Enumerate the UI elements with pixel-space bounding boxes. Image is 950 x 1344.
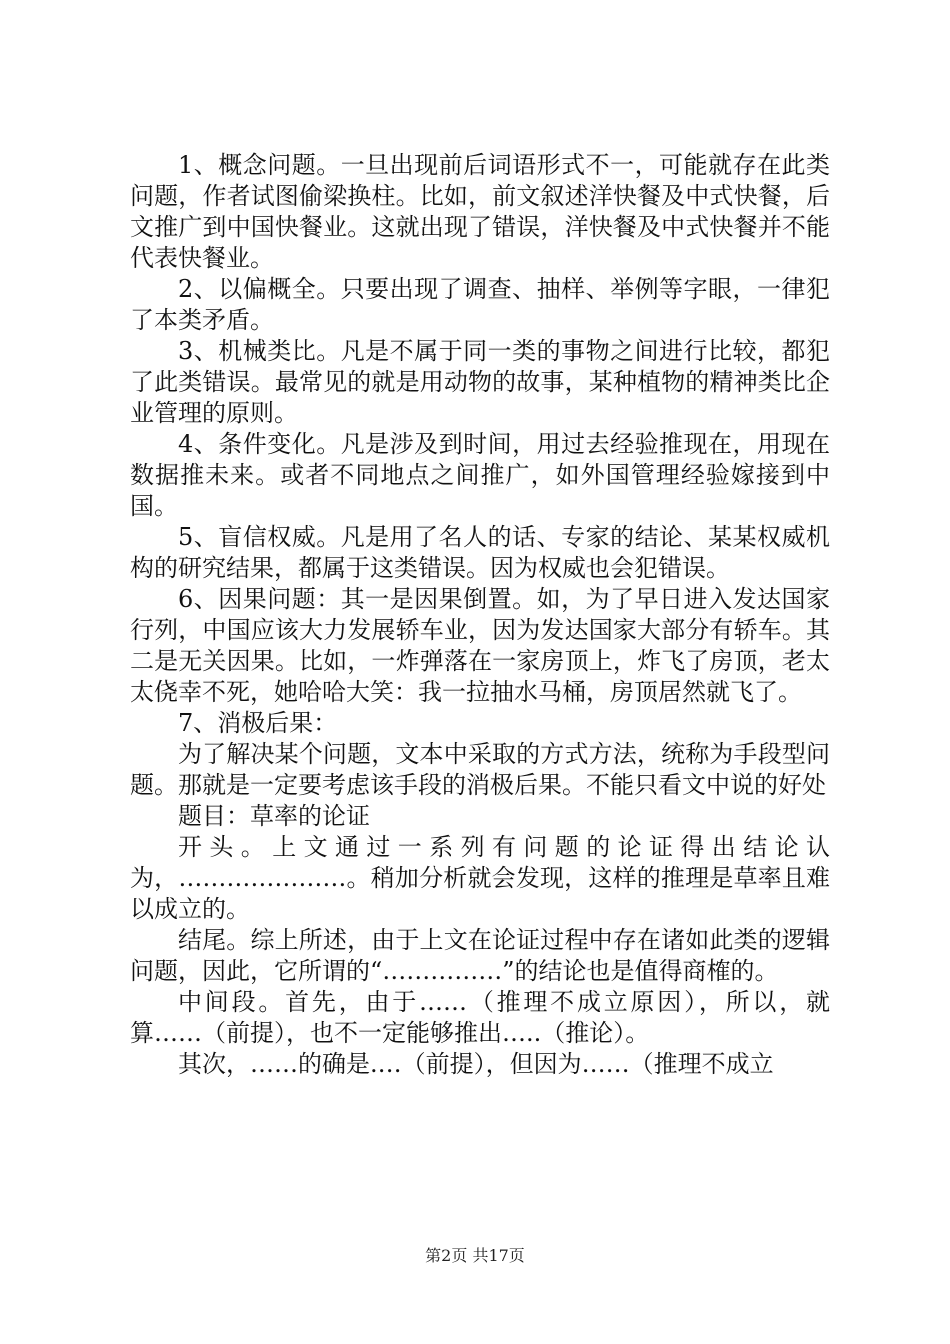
paragraph-topic: 题目：草率的论证 [178, 802, 370, 830]
paragraph-causality: 6、因果问题：其一是因果倒置。如，为了早日进入发达国家行列，中国应该大力发展轿车业，因为发达国家大部分有轿车。其二是无关因果。比如，一炸弹落在一家房顶上，炸飞了房顶，老太太侥幸不死，她哈哈大笑：我一拉抽水马桶，房顶居然就飞了。 [130, 585, 830, 706]
paragraph-blind-authority: 5、盲信权威。凡是用了名人的话、专家的结论、某某权威机构的研究结果，都属于这类错误。因为权威也会犯错误。 [130, 523, 830, 582]
paragraph-middle: 中间段。首先，由于……（推理不成立原因），所以，就算……（前提），也不一定能够推出…..（推论）。 [130, 988, 830, 1047]
paragraph-negative-consequence: 7、消极后果： [178, 709, 338, 737]
paragraph-ending: 结尾。综上所述，由于上文在论证过程中存在诸如此类的逻辑问题，因此，它所谓的“……………”的结论也是值得商榷的。 [130, 926, 830, 985]
paragraph-hasty-generalization: 2、以偏概全。只要出现了调查、抽样、举例等字眼，一律犯了本类矛盾。 [130, 275, 830, 334]
paragraph-opening: 开头。上文通过一系列有问题的论证得出结论认为，…………………。稍加分析就会发现，这样的推理是草率且难以成立的。 [130, 833, 830, 923]
paragraph-condition-change: 4、条件变化。凡是涉及到时间，用过去经验推现在，用现在数据推未来。或者不同地点之间推广，如外国管理经验嫁接到中国。 [130, 430, 830, 520]
paragraph-means-problem: 为了解决某个问题，文本中采取的方式方法，统称为手段型问题。那就是一定要考虑该手段的消极后果。不能只看文中说的好处 [130, 740, 830, 799]
page-number-footer: 第2页 共17页 [425, 1246, 525, 1265]
document-body [130, 150, 830, 1080]
paragraph-mechanical-analogy: 3、机械类比。凡是不属于同一类的事物之间进行比较，都犯了此类错误。最常见的就是用动物的故事，某种植物的精神类比企业管理的原则。 [130, 337, 830, 427]
paragraph-secondly: 其次，……的确是.…（前提），但因为……（推理不成立 [178, 1050, 774, 1078]
paragraph-concept-problem: 1、概念问题。一旦出现前后词语形式不一，可能就存在此类问题，作者试图偷梁换柱。比如，前文叙述洋快餐及中式快餐，后文推广到中国快餐业。这就出现了错误，洋快餐及中式快餐并不能代表快餐业。 [130, 151, 830, 272]
